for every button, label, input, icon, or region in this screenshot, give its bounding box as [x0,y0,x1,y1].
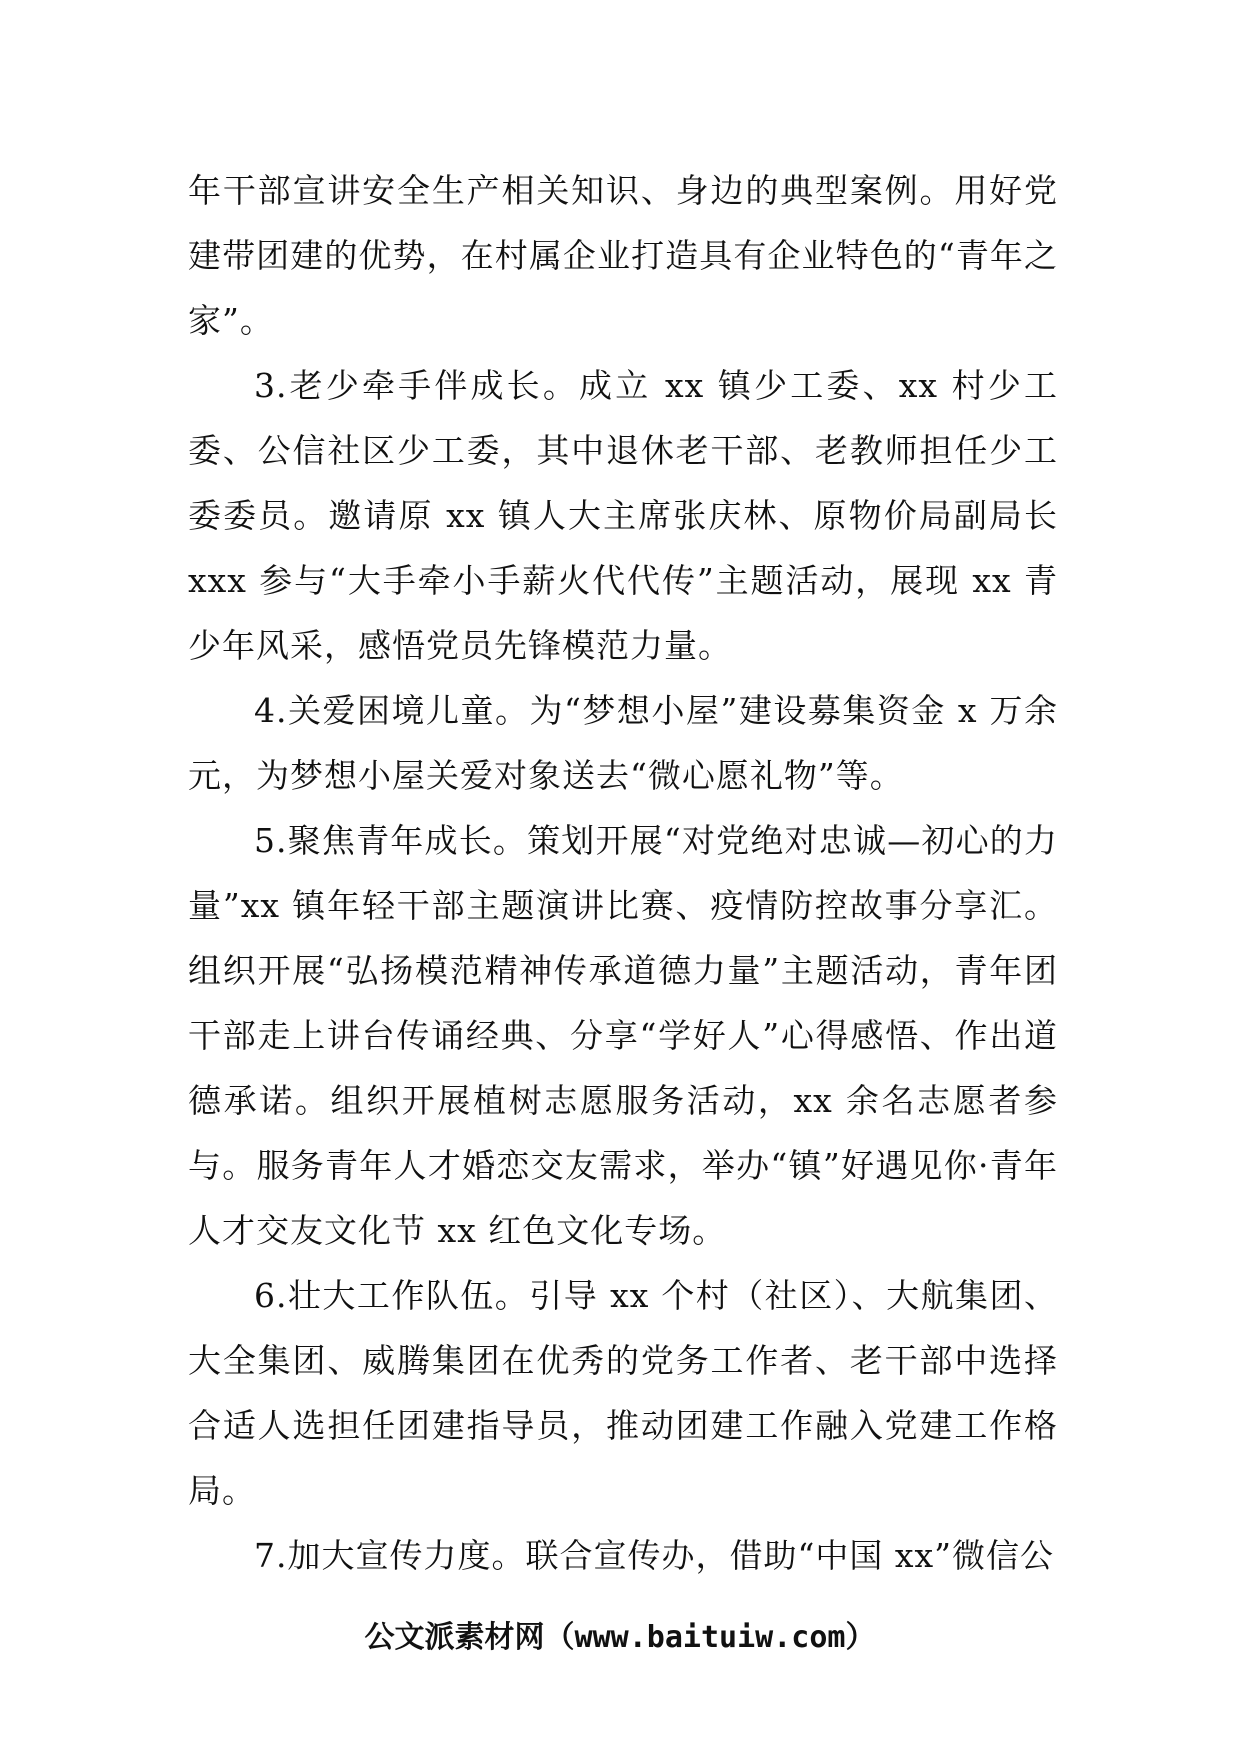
body-text [188,158,1058,1588]
paragraph-item-4: 4.关爱困境儿童。为“梦想小屋”建设募集资金 x 万余元，为梦想小屋关爱对象送去“微心愿礼物”等。 [188,691,1058,795]
footer-watermark [0,1618,1240,1658]
paragraph-item-3: 3.老少牵手伴成长。成立 xx 镇少工委、xx 村少工委、公信社区少工委，其中退休老干部、老教师担任少工委委员。邀请原 xx 镇人大主席张庆林、原物价局副局长 xxx 参与“大手牵小手薪火代代传”主题活动，展现 xx 青少年风采，感悟党员先锋模范力量。 [188,366,1058,665]
footer-site-name: 公文派素材网 [364,1620,545,1655]
footer-url: （www.baituiw.com） [544,1620,876,1655]
paragraph-item-7: 7.加大宣传力度。联合宣传办，借助“中国 xx”微信公 [254,1536,1054,1575]
paragraph-continuation: 年干部宣讲安全生产相关知识、身边的典型案例。用好党建带团建的优势，在村属企业打造具有企业特色的“青年之家”。 [188,171,1058,340]
paragraph-item-5: 5.聚焦青年成长。策划开展“对党绝对忠诚—初心的力量”xx 镇年轻干部主题演讲比赛、疫情防控故事分享汇。组织开展“弘扬模范精神传承道德力量”主题活动，青年团干部走上讲台传诵经典、分享“学好人”心得感悟、作出道德承诺。组织开展植树志愿服务活动，xx 余名志愿者参与。服务青年人才婚恋交友需求，举办“镇”好遇见你·青年人才交友文化节 xx 红色文化专场。 [188,821,1058,1250]
paragraph-item-6: 6.壮大工作队伍。引导 xx 个村（社区）、大航集团、大全集团、威腾集团在优秀的党务工作者、老干部中选择合适人选担任团建指导员，推动团建工作融入党建工作格局。 [188,1276,1058,1510]
